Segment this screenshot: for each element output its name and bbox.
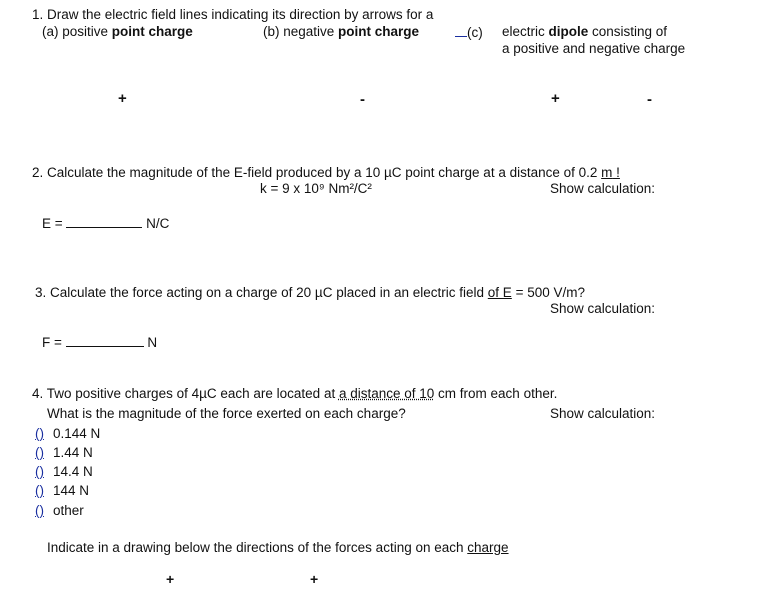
q2-prompt-unit: m <box>601 165 613 180</box>
q1-c-suffix: consisting of <box>588 24 668 39</box>
q1-option-c-mark <box>455 24 483 41</box>
q1-option-c <box>502 24 667 40</box>
q3-answer <box>42 334 157 351</box>
q4-drawing-prompt <box>47 540 509 556</box>
q3-answer-blank[interactable] <box>66 334 144 347</box>
q4-option-3-label: 14.4 N <box>53 464 93 479</box>
q2-answer-blank[interactable] <box>66 215 142 228</box>
q4-drawing-prompt-main: Indicate in a drawing below the directions of the forces acting on each <box>47 540 468 555</box>
radio-mark[interactable]: () <box>35 464 44 479</box>
q4-option-5-label: other <box>53 503 84 518</box>
q2-answer <box>42 215 169 232</box>
dipole-negative-symbol: - <box>647 91 652 108</box>
q2-prompt <box>32 165 620 181</box>
q1-option-a <box>42 24 193 40</box>
q3-prompt <box>35 285 585 301</box>
q3-answer-unit: N <box>147 335 158 350</box>
negative-charge-symbol: - <box>360 91 365 108</box>
q2-show-calculation: Show calculation: <box>550 181 656 196</box>
radio-mark[interactable]: () <box>35 483 44 498</box>
radio-mark[interactable]: () <box>35 445 44 460</box>
q4-right-charge-symbol: + <box>310 571 319 587</box>
q2-constant: k = 9 x 10⁹ Nm²/C² <box>260 181 372 196</box>
q1-c-line2: a positive and negative charge <box>502 41 686 56</box>
q4-option-2[interactable] <box>35 445 93 461</box>
q2-answer-label: E = <box>42 216 63 231</box>
q3-show-calculation: Show calculation: <box>550 301 656 316</box>
q2-prompt-main: 2. Calculate the magnitude of the E-field produced by a 10 µC point charge at a distance of 0.2 <box>32 165 602 180</box>
positive-charge-symbol: + <box>118 90 127 107</box>
q4-prompt-dotted: a distance of 10 <box>338 386 435 401</box>
q4-left-charge-symbol: + <box>166 571 175 587</box>
q1-b-bold: point charge <box>338 24 420 39</box>
q1-option-b <box>263 24 419 40</box>
q1-c-prefix: electric <box>502 24 549 39</box>
q4-option-4[interactable] <box>35 483 89 499</box>
q4-option-1[interactable] <box>35 426 100 442</box>
q2-prompt-end: ! <box>612 165 620 180</box>
q1-a-prefix: (a) positive <box>42 24 112 39</box>
q4-option-5[interactable] <box>35 503 84 519</box>
q4-prompt-end: cm from each other. <box>434 386 558 401</box>
q1-b-prefix: (b) negative <box>263 24 339 39</box>
q4-option-1-label: 0.144 N <box>53 426 101 441</box>
q1-prompt: 1. Draw the electric field lines indicating its direction by arrows for a <box>32 7 434 22</box>
q4-drawing-prompt-end: charge <box>467 540 509 555</box>
radio-mark[interactable]: () <box>35 503 44 518</box>
q4-option-3[interactable] <box>35 464 93 480</box>
q4-prompt-main: 4. Two positive charges of 4µC each are located at <box>32 386 339 401</box>
q1-c-bold: dipole <box>548 24 589 39</box>
q3-answer-label: F = <box>42 335 62 350</box>
q3-prompt-end: = 500 V/m? <box>511 285 585 300</box>
dipole-positive-symbol: + <box>551 90 560 107</box>
q3-prompt-main: 3. Calculate the force acting on a charge of 20 µC placed in an electric field <box>35 285 488 300</box>
q4-option-4-label: 144 N <box>53 483 90 498</box>
radio-mark[interactable]: () <box>35 426 44 441</box>
q4-prompt <box>32 386 557 402</box>
q3-prompt-link: of E <box>487 285 512 300</box>
q1-a-bold: point charge <box>111 24 193 39</box>
q4-prompt-line2: What is the magnitude of the force exerted on each charge? <box>47 406 406 421</box>
q1-c-mark: (c) <box>467 25 483 40</box>
q2-answer-unit: N/C <box>146 216 170 231</box>
q4-show-calculation: Show calculation: <box>550 406 656 421</box>
q4-option-2-label: 1.44 N <box>53 445 93 460</box>
